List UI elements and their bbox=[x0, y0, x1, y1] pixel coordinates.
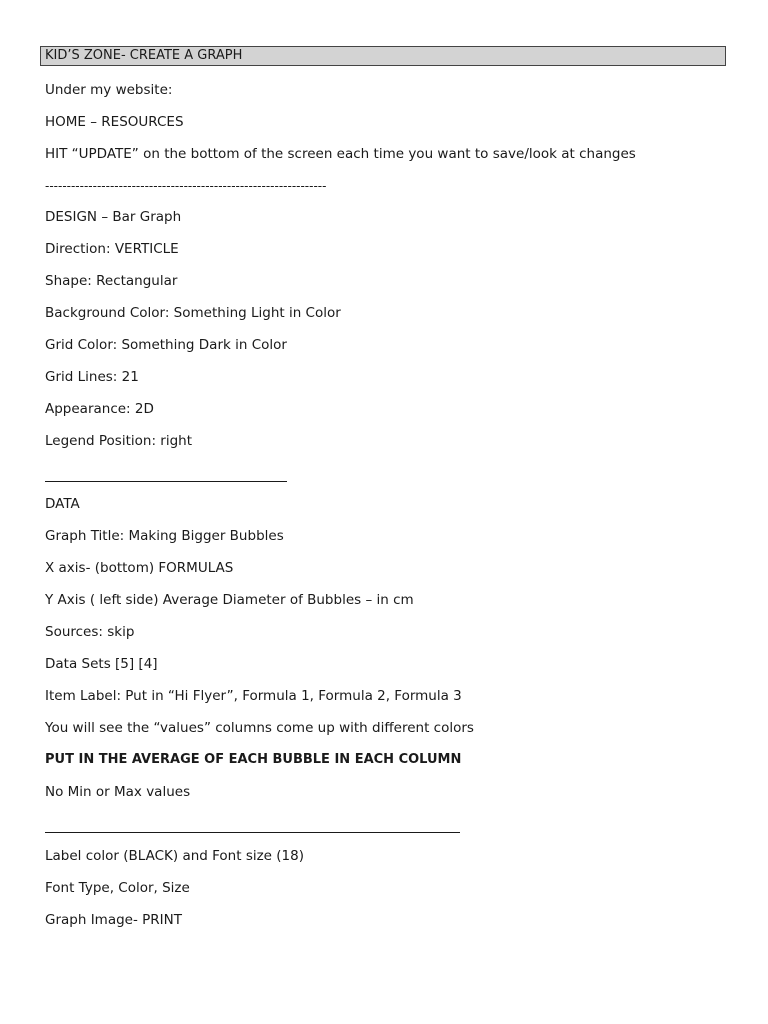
font-type-line: Font Type, Color, Size bbox=[45, 880, 190, 896]
section-divider-short bbox=[45, 481, 287, 482]
design-legend-position: Legend Position: right bbox=[45, 433, 193, 449]
intro-path-line: HOME – RESOURCES bbox=[45, 114, 184, 130]
data-heading: DATA bbox=[45, 496, 80, 512]
design-heading: DESIGN – Bar Graph bbox=[45, 209, 182, 225]
label-color-line: Label color (BLACK) and Font size (18) bbox=[45, 848, 304, 864]
data-values-note: You will see the “values” columns come up with different colors bbox=[45, 720, 474, 736]
data-sets: Data Sets [5] [4] bbox=[45, 656, 158, 672]
graph-image-line: Graph Image- PRINT bbox=[45, 912, 182, 928]
section-divider-long bbox=[45, 832, 460, 833]
intro-update-line: HIT “UPDATE” on the bottom of the screen each time you want to save/look at changes bbox=[45, 146, 636, 162]
design-grid-lines: Grid Lines: 21 bbox=[45, 369, 139, 385]
design-appearance: Appearance: 2D bbox=[45, 401, 154, 417]
data-y-axis: Y Axis ( left side) Average Diameter of Bubbles – in cm bbox=[45, 592, 414, 608]
design-shape: Shape: Rectangular bbox=[45, 273, 178, 289]
data-min-max: No Min or Max values bbox=[45, 784, 191, 800]
data-graph-title: Graph Title: Making Bigger Bubbles bbox=[45, 528, 284, 544]
design-grid-color: Grid Color: Something Dark in Color bbox=[45, 337, 287, 353]
document-title: KID’S ZONE- CREATE A GRAPH bbox=[40, 46, 726, 66]
dashed-separator: ----------------------------------------------------------------- bbox=[45, 179, 327, 193]
design-direction: Direction: VERTICLE bbox=[45, 241, 179, 257]
data-sources: Sources: skip bbox=[45, 624, 135, 640]
design-background-color: Background Color: Something Light in Color bbox=[45, 305, 341, 321]
intro-website-line: Under my website: bbox=[45, 82, 173, 98]
data-x-axis: X axis- (bottom) FORMULAS bbox=[45, 560, 234, 576]
data-item-label: Item Label: Put in “Hi Flyer”, Formula 1, Formula 2, Formula 3 bbox=[45, 688, 462, 704]
data-average-instruction: PUT IN THE AVERAGE OF EACH BUBBLE IN EACH COLUMN bbox=[45, 752, 462, 767]
